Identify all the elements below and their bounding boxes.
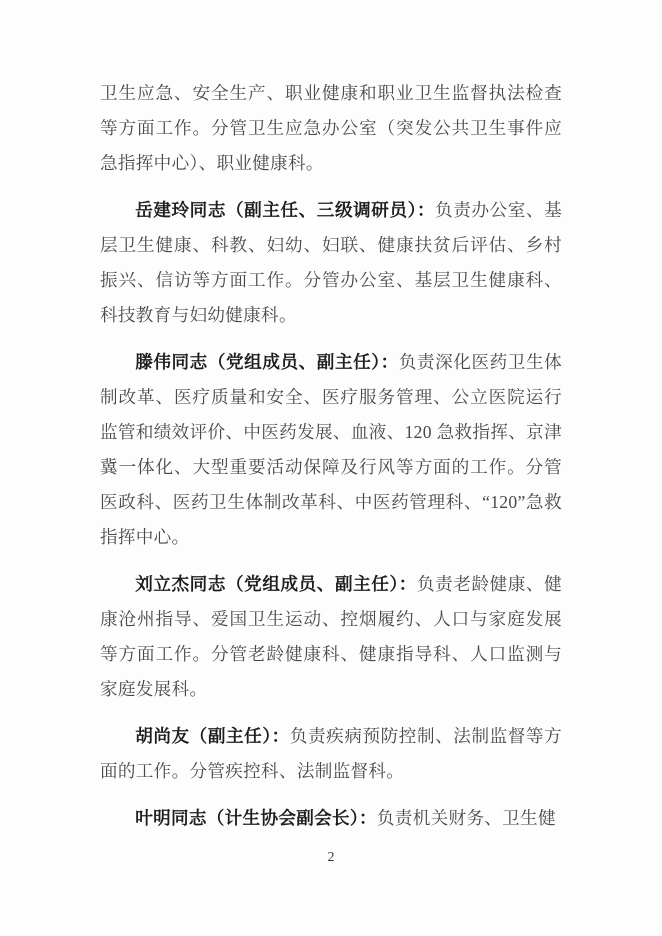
- paragraph-text: 卫生应急、安全生产、职业健康和职业卫生监督执法检查等方面工作。分管卫生应急办公室（突发公共卫生事件应急指挥中心）、职业健康科。: [100, 83, 562, 173]
- page-number: 2: [327, 850, 335, 865]
- official-name-title: 叶明同志（计生协会副会长）：: [135, 808, 377, 828]
- paragraph-ye-ming: [100, 801, 562, 836]
- paragraph-liu-lijie: [100, 567, 562, 707]
- paragraph-hu-shangyou: [100, 719, 562, 789]
- official-duties: 负责老龄健康、健康沧州指导、爱国卫生运动、控烟履约、人口与家庭发展等方面工作。分管老龄健康科、健康指导科、人口监测与家庭发展科。: [100, 574, 562, 699]
- official-name-title: 刘立杰同志（党组成员、副主任）：: [135, 574, 417, 594]
- paragraph-teng-wei: [100, 345, 562, 555]
- official-duties: 负责办公室、基层卫生健康、科教、妇幼、妇联、健康扶贫后评估、乡村振兴、信访等方面工作。分管办公室、基层卫生健康科、科技教育与妇幼健康科。: [100, 200, 562, 325]
- official-duties: 负责深化医药卫生体制改革、医疗质量和安全、医疗服务管理、公立医院运行监管和绩效评价、中医药发展、血液、120 急救指挥、京津冀一体化、大型重要活动保障及行风等方面的工作。分管医政科、医药卫生体制改革科、中医药管理科、“120”急救指挥中心。: [100, 352, 562, 547]
- paragraph-yue-jianling: [100, 193, 562, 333]
- page-footer: [0, 848, 662, 866]
- paragraph-continuation: [100, 76, 562, 181]
- official-duties: 负责机关财务、卫生健: [376, 808, 556, 828]
- official-name-title: 滕伟同志（党组成员、副主任）：: [135, 352, 399, 372]
- official-name-title: 岳建玲同志（副主任、三级调研员）：: [135, 200, 436, 220]
- document-body: [100, 76, 562, 848]
- official-duties: 负责疾病预防控制、法制监督等方面的工作。分管疾控科、法制监督科。: [100, 726, 562, 781]
- official-name-title: 胡尚友（副主任）：: [135, 726, 290, 746]
